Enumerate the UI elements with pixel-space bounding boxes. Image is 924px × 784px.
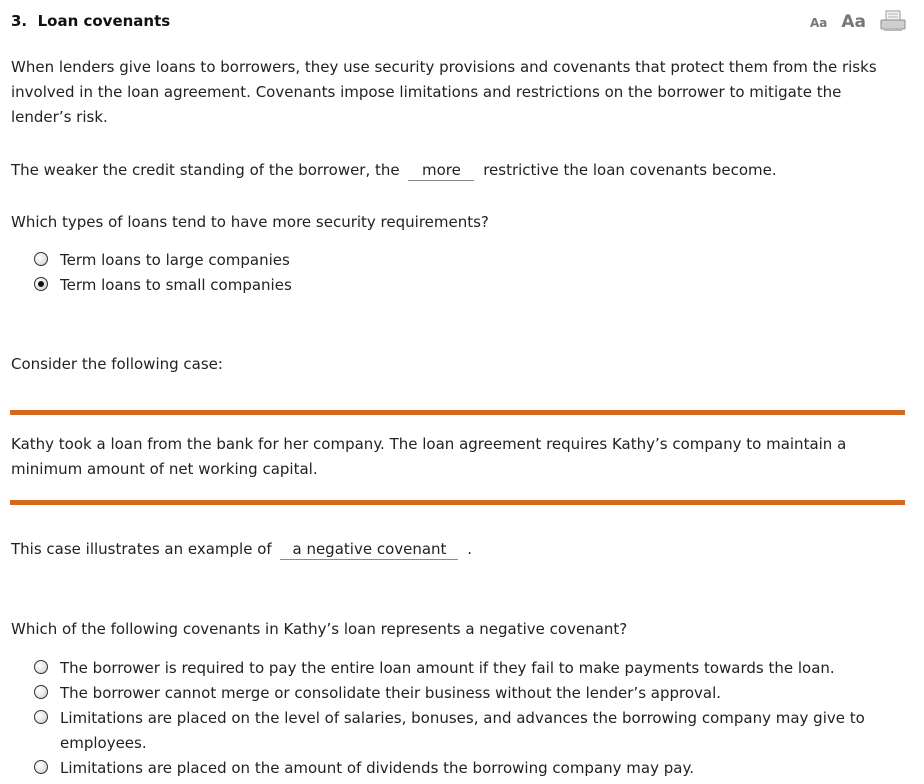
credit-standing-answer-blank[interactable]: more (408, 160, 474, 181)
case-intro: Consider the following case: (11, 355, 223, 373)
option-label: The borrower cannot merge or consolidate their business without the lender’s approval. (60, 684, 722, 702)
security-question-prompt: Which types of loans tend to have more security requirements? (11, 213, 489, 231)
option-label: The borrower is required to pay the entire loan amount if they fail to make payments towards the loan. (60, 659, 835, 677)
fill1-after: restrictive the loan covenants become. (483, 161, 777, 179)
radio-button[interactable] (34, 660, 48, 674)
option-label: Limitations are placed on the amount of dividends the borrowing company may pay. (60, 759, 694, 777)
option-label: Limitations are placed on the level of salaries, bonuses, and advances the borrowing company may give to employees. (60, 709, 865, 752)
fill-sentence-credit (11, 158, 901, 183)
intro-paragraph: When lenders give loans to borrowers, they use security provisions and covenants that protect them from the risks involved in the loan agreement. Covenants impose limitations and restrictions on the borrower to mitigate the lender’s risk. (11, 58, 877, 126)
fill-sentence-case (11, 537, 901, 562)
radio-button[interactable] (34, 252, 48, 266)
option-label: Term loans to small companies (60, 276, 292, 294)
case-bottom-divider (10, 500, 905, 505)
fill2-after: . (467, 540, 473, 558)
fill2-before: This case illustrates an example of (11, 540, 272, 558)
security-option[interactable] (34, 248, 884, 273)
radio-button[interactable] (34, 685, 48, 699)
toolbar (810, 10, 906, 32)
question-number: 3. (11, 12, 28, 30)
negative-covenant-option[interactable] (34, 656, 884, 681)
option-label: Term loans to large companies (60, 251, 290, 269)
security-option[interactable] (34, 273, 884, 298)
negative-covenant-option[interactable] (34, 756, 884, 781)
question-title (11, 12, 170, 30)
print-button[interactable] (880, 10, 906, 32)
negative-covenant-options (34, 656, 884, 781)
question-title-text: Loan covenants (37, 12, 171, 30)
case-top-divider (10, 410, 905, 415)
case-example-answer-blank[interactable]: a negative covenant (280, 539, 458, 560)
negative-covenant-option[interactable] (34, 681, 884, 706)
negative-covenant-prompt: Which of the following covenants in Kathy’s loan represents a negative covenant? (11, 620, 628, 638)
security-options (34, 248, 884, 298)
font-size-small-button[interactable]: Aa (809, 16, 828, 30)
radio-button[interactable] (34, 760, 48, 774)
radio-button-selected[interactable] (34, 277, 48, 291)
fill1-before: The weaker the credit standing of the borrower, the (11, 161, 400, 179)
radio-button[interactable] (34, 710, 48, 724)
font-size-large-button[interactable]: Aa (841, 12, 866, 32)
negative-covenant-option[interactable] (34, 706, 884, 756)
case-text: Kathy took a loan from the bank for her company. The loan agreement requires Kathy’s company to maintain a minimum amount of net working capital. (11, 435, 847, 478)
print-icon (880, 10, 906, 32)
